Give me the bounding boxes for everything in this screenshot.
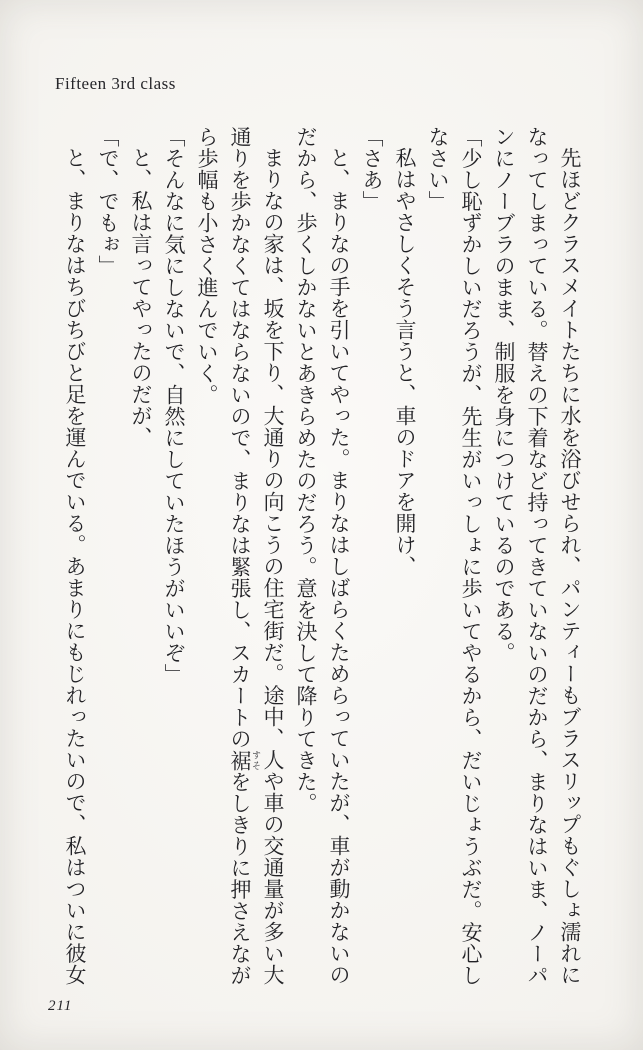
- paragraph: 「さあ」: [360, 126, 384, 212]
- running-header: Fifteen 3rd class: [55, 74, 176, 93]
- paragraph: まりなの家は、坂を下り、大通りの向こうの住宅街だ。途中、人や車の交通量が多い大通りを歩かなくてはならないので、まりなは緊張し、スカートの裾 すそをしきりに押さえながら歩幅も小さく進んでいく。: [195, 126, 285, 986]
- paragraph: 「そんなに気にしないで、自然にしていたほうがいいぞ」: [162, 126, 186, 685]
- paragraph: 「少し恥ずかしいだろうが、先生がいっしょに歩いてやるから、だいじょうぶだ。安心しなさい」: [426, 126, 483, 986]
- paragraph: 先ほどクラスメイトたちに水を浴びせられ、パンティーもブラスリップもぐしょ濡れになってしまっている。替えの下着など持ってきていないのだから、まりなはいま、ノーパンにノーブラのまま、制服を身につけているのである。: [492, 126, 582, 986]
- page-number: 211: [48, 998, 73, 1014]
- ruby-annotated-word: 裾 すそ: [228, 749, 261, 771]
- paragraph: と、私は言ってやったのだが、: [129, 147, 153, 448]
- paragraph: と、まりなはちびちびと足を運んでいる。あまりにもじれったいので、私はついに彼女: [63, 147, 87, 986]
- paragraph: と、まりなの手を引いてやった。まりなはしばらくためらっていたが、車が動かないのだから、歩くしかないとあきらめたのだろう。意を決して降りてきた。: [294, 126, 351, 986]
- paragraph: 私はやさしくそう言うと、車のドアを開け、: [393, 147, 417, 577]
- text-block: [58, 126, 586, 988]
- paragraph: 「で、でもぉ」: [96, 126, 120, 277]
